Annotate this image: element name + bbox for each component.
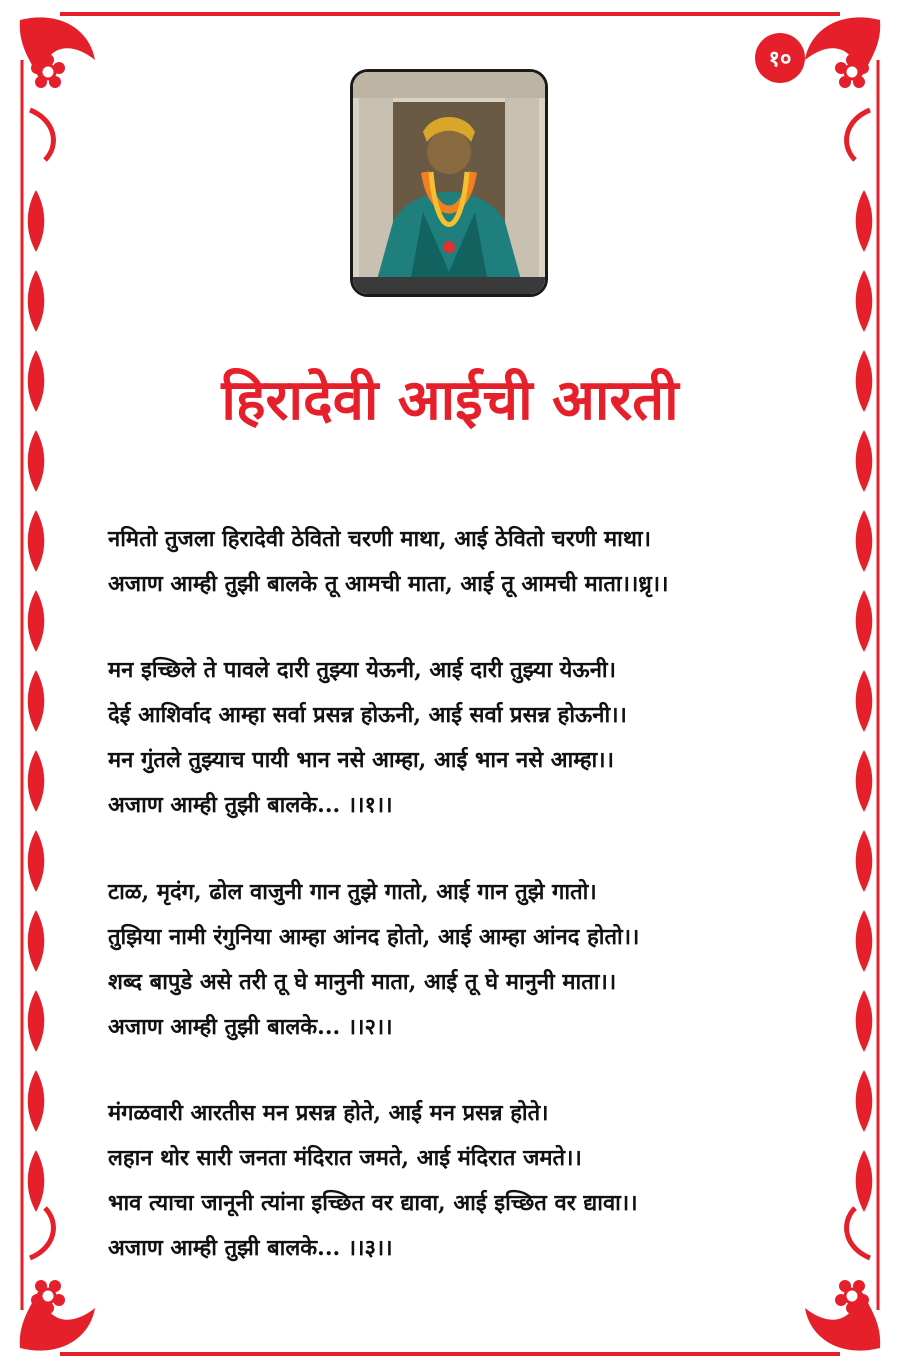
verse-2 bbox=[108, 648, 808, 828]
verse-line: अजाण आम्ही तुझी बालके तू आमची माता, आई तू आमची माता।।ध्रृ।। bbox=[108, 571, 669, 597]
verse-1 bbox=[108, 517, 808, 607]
verse-line: अजाण आम्ही तुझी बालके... ।।१।। bbox=[108, 792, 393, 818]
verse-line: मन इच्छिले ते पावले दारी तुझ्या येऊनी, आई दारी तुझ्या येऊनी। bbox=[108, 657, 616, 683]
verse-line: शब्द बापुडे असे तरी तू घे मानुनी माता, आई तू घे मानुनी माता।। bbox=[108, 969, 617, 995]
verse-line: मन गुंतले तुझ्याच पायी भान नसे आम्हा, आई भान नसे आम्हा।। bbox=[108, 747, 614, 773]
verse-line: भाव त्याचा जानूनी त्यांना इच्छित वर द्यावा, आई इच्छित वर द्यावा।। bbox=[108, 1190, 638, 1216]
verse-line: तुझिया नामी रंगुनिया आम्हा आंनद होतो, आई आम्हा आंनद होतो।। bbox=[108, 924, 640, 950]
verse-3 bbox=[108, 870, 808, 1050]
verse-line: लहान थोर सारी जनता मंदिरात जमते, आई मंदिरात जमते।। bbox=[108, 1145, 582, 1171]
verse-line: नमितो तुजला हिरादेवी ठेवितो चरणी माथा, आई ठेवितो चरणी माथा। bbox=[108, 526, 651, 552]
verse-line: अजाण आम्ही तुझी बालके... ।।२।। bbox=[108, 1014, 393, 1040]
verse-line: अजाण आम्ही तुझी बालके... ।।३।। bbox=[108, 1235, 393, 1261]
verse-line: देई आशिर्वाद आम्हा सर्वा प्रसन्न होऊनी, आई सर्वा प्रसन्न होऊनी।। bbox=[108, 702, 627, 728]
verse-line: मंगळवारी आरतीस मन प्रसन्न होते, आई मन प्रसन्न होते। bbox=[108, 1100, 549, 1126]
deity-image bbox=[353, 72, 545, 294]
verse-line: टाळ, मृदंग, ढोल वाजुनी गान तुझे गातो, आई गान तुझे गातो। bbox=[108, 879, 597, 905]
verse-4 bbox=[108, 1091, 808, 1271]
deity-photo bbox=[350, 69, 548, 297]
page-title: हिरादेवी आईची आरती bbox=[221, 367, 679, 433]
page-number-badge: १० bbox=[755, 33, 805, 83]
